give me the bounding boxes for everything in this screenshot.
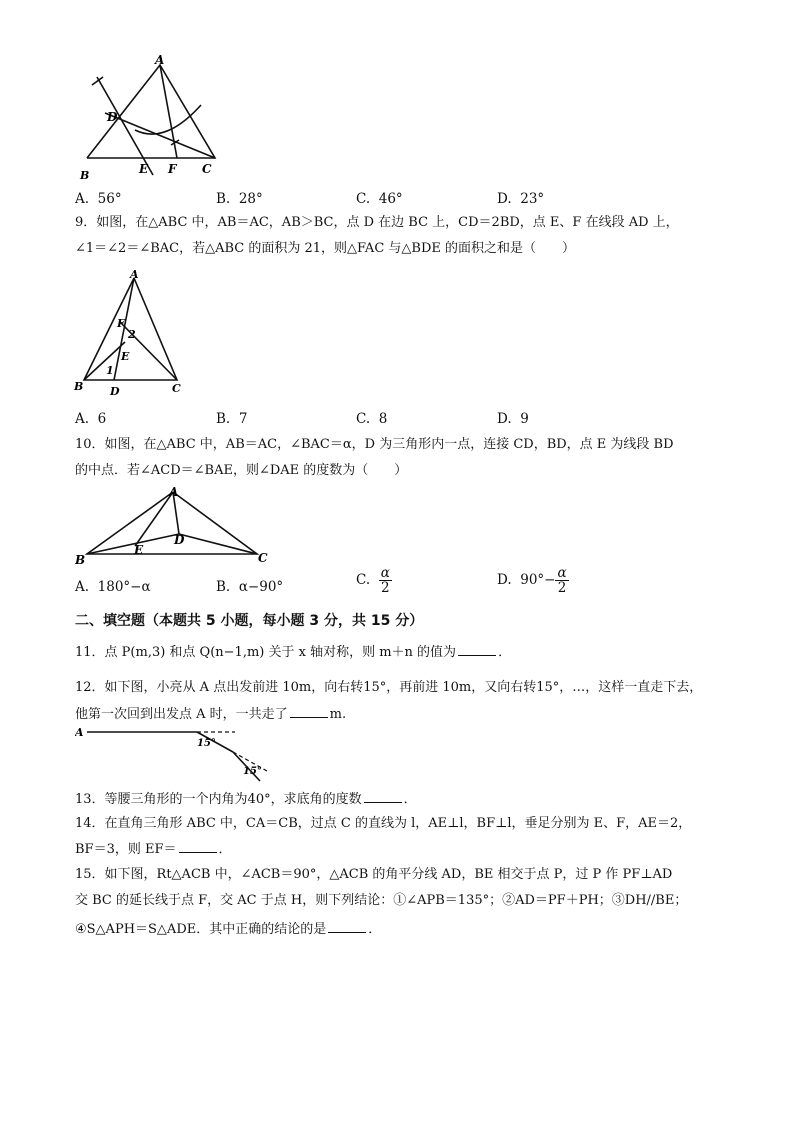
q8-label-E: E — [139, 162, 149, 176]
q9-line1: 9．如图，在△ABC 中，AB＝AC，AB＞BC，点 D 在边 BC 上，CD＝2BD，点 E、F 在线段 AD 上， — [75, 215, 679, 230]
q10-label-A: A — [169, 485, 179, 499]
q12-line1: 12．如下图，小亮从 A 点出发前进 10m，向右转15°，再前进 10m，又向右转15°，…，这样一直走下去， — [75, 680, 703, 695]
q9-label-B: B — [74, 380, 84, 393]
q14-line1: 14．在直角三角形 ABC 中，CA＝CB，过点 C 的直线为 l，AE⊥l，BF⊥l，垂足分别为 E、F，AE＝2， — [75, 816, 692, 831]
q10-line1: 10．如图，在△ABC 中，AB＝AC，∠BAC＝α，D 为三角形内一点，连接 CD，BD，点 E 为线段 BD — [75, 437, 674, 452]
q8-label-D: D — [107, 110, 118, 124]
q8-option-c: C. 46° — [356, 191, 403, 207]
q11-text: 11．点 P(m,3) 和点 Q(n−1,m) 关于 x 轴对称，则 m＋n 的值为 ． — [75, 645, 512, 660]
q12-figure — [75, 724, 270, 788]
q9-option-c: C. 8 — [356, 411, 388, 427]
q9-label-F: F — [117, 317, 125, 330]
q11-answer-blank[interactable] — [458, 643, 496, 656]
q8-label-B: B — [80, 169, 90, 180]
q8-option-d: D. 23° — [497, 191, 545, 207]
q10-option-c-fraction: $\frac{\alpha}{2}$ — [380, 565, 390, 596]
q8-label-C: C — [202, 162, 212, 176]
q10-label-D: D — [174, 533, 185, 547]
q12-angle-1: 15° — [197, 738, 216, 749]
q13-answer-blank[interactable] — [364, 790, 402, 803]
q10-label-C: C — [258, 551, 268, 565]
q8-option-b: B. 28° — [216, 191, 263, 207]
q9-option-a: A. 6 — [75, 411, 107, 427]
q12-line2: 他第一次回到出发点 A 时，一共走了 m. — [75, 707, 347, 722]
q10-line2: 的中点．若∠ACD＝∠BAE，则∠DAE 的度数为（ ） — [75, 463, 408, 478]
q9-figure — [72, 270, 192, 400]
q12-label-A: A — [75, 726, 84, 739]
q10-option-c: C. $\frac{\alpha}{2}$ — [356, 565, 390, 596]
q15-answer-blank[interactable] — [328, 920, 366, 933]
q10-option-a: A. 180°−α — [75, 579, 151, 595]
q12-angle-2: 15° — [243, 766, 262, 777]
q10-option-b: B. α−90° — [216, 579, 284, 595]
q10-label-E: E — [134, 543, 144, 557]
q15-line1: 15．如下图，Rt△ACB 中，∠ACB＝90°，△ACB 的角平分线 AD，BE 相交于点 P，过 P 作 PF⊥AD — [75, 867, 673, 882]
q13-text: 13．等腰三角形的一个内角为40°，求底角的度数 ． — [75, 792, 417, 807]
q9-label-A: A — [130, 270, 139, 281]
q10-option-d: D. 90°− $\frac{\alpha}{2}$ — [497, 565, 567, 596]
q10-figure — [75, 484, 275, 566]
q9-label-C: C — [172, 382, 181, 395]
q14-answer-blank[interactable] — [179, 840, 217, 853]
q8-label-A: A — [155, 55, 165, 67]
q9-label-D: D — [110, 385, 120, 398]
q9-option-d: D. 9 — [497, 411, 529, 427]
q9-label-E: E — [121, 350, 130, 363]
q14-line2: BF＝3，则 EF＝ ． — [75, 842, 232, 857]
section-title: 二、填空题（本题共 5 小题，每小题 3 分，共 15 分） — [75, 613, 424, 629]
q9-line2: ∠1＝∠2＝∠BAC，若△ABC 的面积为 21，则△FAC 与△BDE 的面积之和是（ ） — [75, 241, 575, 256]
q10-option-d-fraction: $\frac{\alpha}{2}$ — [557, 565, 567, 596]
q9-label-1: 1 — [106, 364, 114, 377]
q9-label-2: 2 — [128, 328, 136, 341]
q15-line2: 交 BC 的延长线于点 F，交 AC 于点 H，则下列结论：①∠APB＝135°；②AD＝PF＋PH；③DH//BE； — [75, 893, 688, 908]
q12-answer-blank[interactable] — [290, 705, 328, 718]
q8-option-a: A. 56° — [75, 191, 122, 207]
q9-option-b: B. 7 — [216, 411, 248, 427]
q15-line3: ④S△APH＝S△ADE．其中正确的结论的是 ． — [75, 922, 382, 937]
q8-label-F: F — [168, 162, 177, 176]
q8-figure — [75, 55, 235, 180]
q10-label-B: B — [75, 553, 86, 566]
